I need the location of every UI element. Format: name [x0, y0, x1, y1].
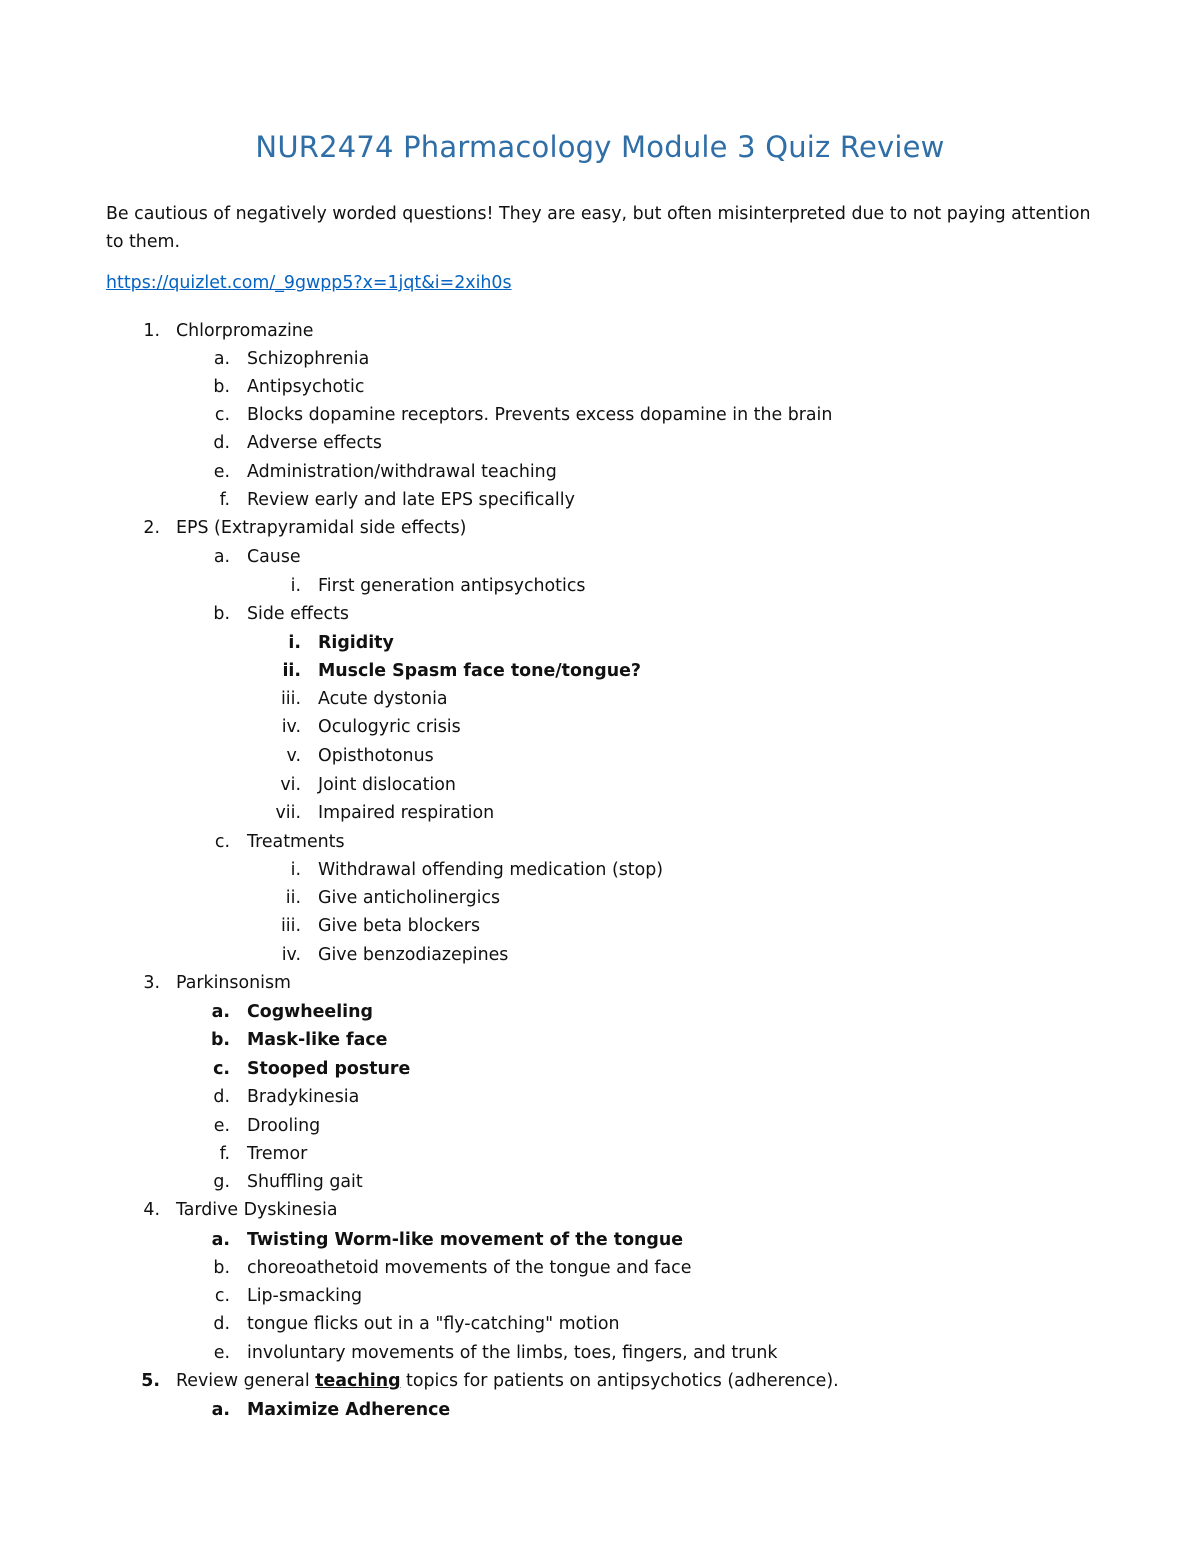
- list-marker: c.: [213, 1059, 230, 1079]
- list-marker: g.: [213, 1172, 230, 1192]
- list-text: Give beta blockers: [318, 916, 481, 936]
- list-text: involuntary movements of the limbs, toes, fingers, and trunk: [247, 1343, 778, 1363]
- page-title: NUR2474 Pharmacology Module 3 Quiz Review: [255, 130, 945, 164]
- list-text: Parkinsonism: [176, 973, 291, 993]
- intro-paragraph: Be cautious of negatively worded questions! They are easy, but often misinterpreted due to not paying attention to them.: [106, 204, 1091, 252]
- list-marker: c.: [214, 1286, 230, 1306]
- list-text: Tremor: [247, 1144, 308, 1164]
- list-marker: a.: [211, 1002, 230, 1022]
- list-text: Muscle Spasm face tone/tongue?: [318, 661, 641, 681]
- list-marker: d.: [213, 1087, 230, 1107]
- list-text: Review early and late EPS specifically: [247, 490, 575, 510]
- list-text: Tardive Dyskinesia: [176, 1200, 338, 1220]
- list-text: Blocks dopamine receptors. Prevents excess dopamine in the brain: [247, 405, 833, 425]
- list-marker: a.: [213, 349, 230, 369]
- list-text: Maximize Adherence: [247, 1400, 451, 1420]
- list-text: choreoathetoid movements of the tongue and face: [247, 1258, 692, 1278]
- list-text: Rigidity: [318, 633, 394, 653]
- list-marker: c.: [214, 832, 230, 852]
- list-marker: a.: [211, 1230, 230, 1250]
- list-text: EPS (Extrapyramidal side effects): [176, 518, 467, 538]
- list-text: Mask-like face: [247, 1030, 388, 1050]
- list-marker: v.: [286, 746, 301, 766]
- list-text: Impaired respiration: [318, 803, 495, 823]
- list-text: Schizophrenia: [247, 349, 370, 369]
- list-marker: b.: [213, 604, 230, 624]
- emphasis-teaching: teaching: [315, 1371, 401, 1391]
- list-marker: 5.: [141, 1371, 160, 1391]
- list-text: Antipsychotic: [247, 377, 365, 397]
- list-text: Treatments: [247, 832, 345, 852]
- list-marker: e.: [213, 1116, 230, 1136]
- list-marker: a.: [213, 547, 230, 567]
- list-marker: vi.: [280, 775, 301, 795]
- list-marker: iii.: [280, 916, 301, 936]
- list-marker: b.: [213, 377, 230, 397]
- list-text: Opisthotonus: [318, 746, 434, 766]
- list-marker: i.: [290, 576, 301, 596]
- list-marker: 4.: [143, 1200, 160, 1220]
- list-marker: a.: [211, 1400, 230, 1420]
- list-text-pre: Review general: [176, 1371, 316, 1391]
- list-marker: b.: [213, 1258, 230, 1278]
- list-text-post: topics for patients on antipsychotics (adherence).: [400, 1371, 839, 1391]
- list-text: Bradykinesia: [247, 1087, 360, 1107]
- list-text: Drooling: [247, 1116, 321, 1136]
- list-marker: b.: [210, 1030, 230, 1050]
- list-text: [176, 1367, 839, 1395]
- list-marker: ii.: [282, 661, 301, 681]
- list-text: Adverse effects: [247, 433, 382, 453]
- list-text: Administration/withdrawal teaching: [247, 462, 557, 482]
- list-text: Cause: [247, 547, 301, 567]
- list-marker: i.: [288, 633, 301, 653]
- list-marker: c.: [214, 405, 230, 425]
- list-marker: e.: [213, 462, 230, 482]
- list-text: Oculogyric crisis: [318, 717, 461, 737]
- list-marker: vii.: [275, 803, 301, 823]
- list-text: Joint dislocation: [318, 775, 456, 795]
- list-text: Side effects: [247, 604, 349, 624]
- list-marker: iv.: [281, 717, 301, 737]
- list-marker: e.: [213, 1343, 230, 1363]
- list-marker: f.: [219, 1144, 230, 1164]
- list-marker: i.: [290, 860, 301, 880]
- list-marker: f.: [219, 490, 230, 510]
- list-marker: iv.: [281, 945, 301, 965]
- list-text: Give benzodiazepines: [318, 945, 509, 965]
- list-marker: d.: [213, 433, 230, 453]
- list-text: Twisting Worm-like movement of the tongue: [247, 1230, 684, 1250]
- list-text: Shuffling gait: [247, 1172, 363, 1192]
- list-text: Acute dystonia: [318, 689, 448, 709]
- list-text: Withdrawal offending medication (stop): [318, 860, 664, 880]
- list-text: First generation antipsychotics: [318, 576, 586, 596]
- list-marker: 1.: [143, 321, 160, 341]
- list-marker: iii.: [280, 689, 301, 709]
- list-text: Stooped posture: [247, 1059, 411, 1079]
- list-marker: 2.: [143, 518, 160, 538]
- list-text: tongue flicks out in a "fly-catching" motion: [247, 1314, 620, 1334]
- list-text: Lip-smacking: [247, 1286, 363, 1306]
- list-marker: d.: [213, 1314, 230, 1334]
- list-text: Chlorpromazine: [176, 321, 314, 341]
- list-marker: 3.: [143, 973, 160, 993]
- list-marker: ii.: [285, 888, 301, 908]
- quizlet-link[interactable]: https://quizlet.com/_9gwpp5?x=1jqt&i=2xih0s: [106, 273, 512, 293]
- list-text: Give anticholinergics: [318, 888, 501, 908]
- list-text: Cogwheeling: [247, 1002, 373, 1022]
